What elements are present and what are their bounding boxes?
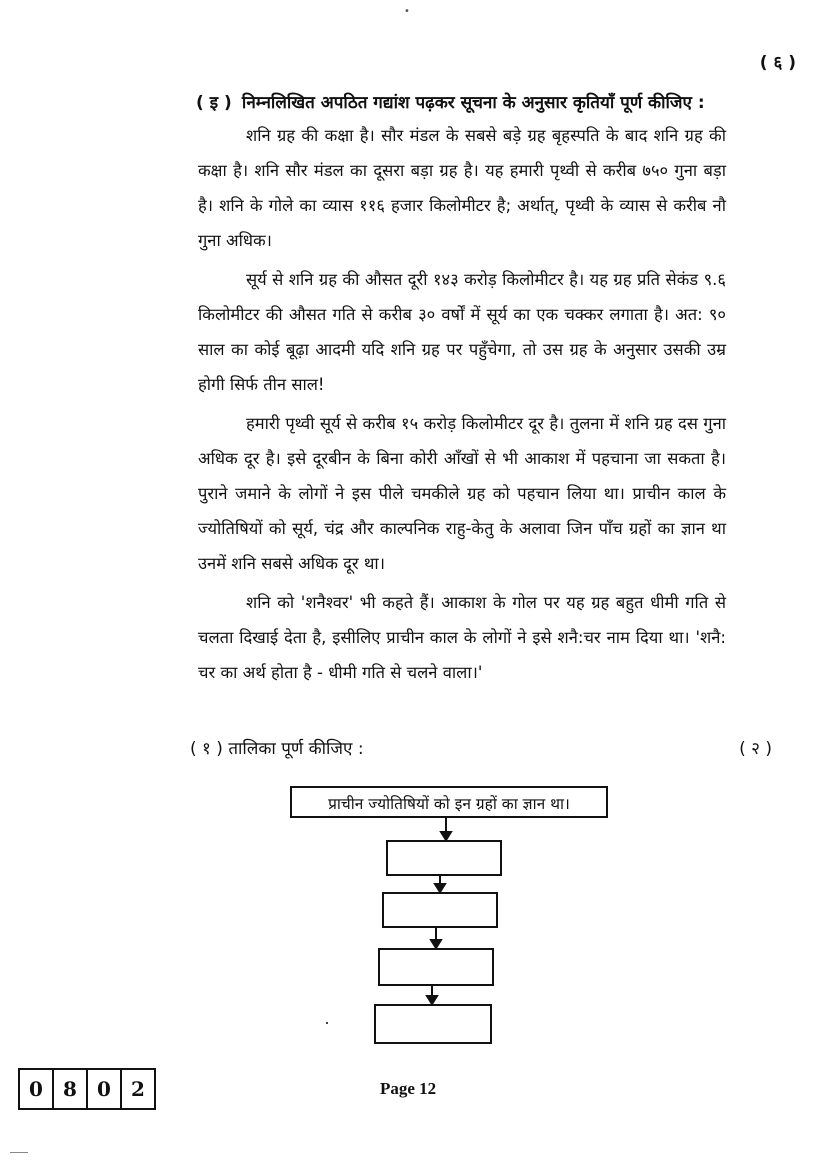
code-digit-2: 8 [54,1070,88,1108]
passage-paragraph-1: शनि ग्रह की कक्षा है। सौर मंडल के सबसे बड़े ग्रह बृहस्पति के बाद शनि ग्रह की कक्षा है। शनि सौर मंडल का दूसरा बड़ा ग्रह है। यह हमारी पृथ्वी से करीब ७५० गुना बड़ा है। शनि के गोले का व्यास ११६ हजार किलोमीटर है; अर्थात्, पृथ्वी के व्यास से करीब नौ गुना अधिक। [198,126,726,250]
page-number: Page 12 [380,1079,437,1098]
answer-box-1[interactable] [386,840,502,876]
subquestion-marks: ( २ ) [739,739,772,759]
arrow-head-4 [427,996,437,1004]
arrow-head-1 [441,832,451,840]
arrow-head-3 [431,940,441,948]
code-digit-1: 0 [20,1070,54,1108]
subquestion-number: ( १ ) [190,739,223,759]
code-digit-3: 0 [88,1070,122,1108]
flowchart-title-box: प्राचीन ज्योतिषियों को इन ग्रहों का ज्ञान था। [290,786,608,818]
stray-dot [326,1022,328,1024]
subquestion-text: तालिका पूर्ण कीजिए : [228,739,364,759]
passage-paragraph-4: शनि को 'शनैश्वर' भी कहते हैं। आकाश के गोल पर यह ग्रह बहुत धीमी गति से चलता दिखाई देता है, इसीलिए प्राचीन काल के लोगों ने इसे शनै:चर नाम दिया था। 'शनै: चर का अर्थ होता है - धीमी गति से चलने वाला।' [198,593,726,682]
answer-box-3[interactable] [378,948,494,986]
question-instruction: निम्नलिखित अपठित गद्यांश पढ़कर सूचना के अनुसार कृतियाँ पूर्ण कीजिए : [241,93,705,113]
answer-box-4[interactable] [374,1004,492,1044]
footer-mark [10,1152,28,1153]
paper-code-box [18,1068,156,1110]
top-mark: • [404,6,410,17]
passage-paragraph-2: सूर्य से शनि ग्रह की औसत दूरी १४३ करोड़ किलोमीटर है। यह ग्रह प्रति सेकंड ९.६ किलोमीटर की औसत गति से करीब ३० वर्षों में सूर्य का एक चक्कर लगाता है। अत: ९० साल का कोई बूढ़ा आदमी यदि शनि ग्रह पर पहुँचेगा, तो उस ग्रह के अनुसार उसकी उम्र होगी सिर्फ तीन साल! [198,270,726,394]
arrow-head-2 [435,884,445,892]
passage-paragraph-3: हमारी पृथ्वी सूर्य से करीब १५ करोड़ किलोमीटर दूर है। तुलना में शनि ग्रह दस गुना अधिक दूर है। इसे दूरबीन के बिना कोरी आँखों से भी आकाश में पहचाना जा सकता है। पुराने जमाने के लोगों ने इस पीले चमकीले ग्रह को पहचान लिया था। प्राचीन काल के ज्योतिषियों को सूर्य, चंद्र और काल्पनिक राहु-केतु के अलावा जिन पाँच ग्रहों का ज्ञान था उनमें शनि सबसे अधिक दूर था। [198,414,726,573]
question-number: ( इ ) [196,93,232,113]
header-total-marks: ( ६ ) [759,53,796,73]
answer-box-2[interactable] [382,892,498,928]
code-digit-4: 2 [131,1077,145,1101]
